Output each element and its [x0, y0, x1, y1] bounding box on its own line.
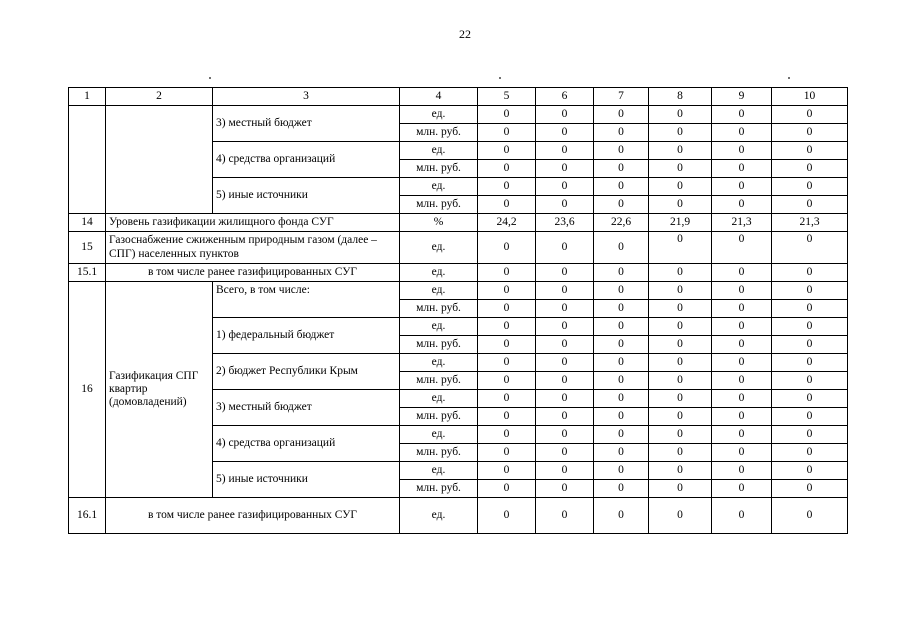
- unit-cell: млн. руб.: [400, 124, 478, 142]
- indicator-table: [68, 87, 848, 534]
- value-cell: 0: [536, 178, 594, 196]
- value-cell: 0: [594, 196, 649, 214]
- value-cell: 0: [594, 178, 649, 196]
- value-cell: 0: [536, 106, 594, 124]
- row-label: в том числе ранее газифицированных СУГ: [106, 498, 400, 534]
- value-cell: 0: [772, 232, 848, 264]
- unit-cell: ед.: [400, 232, 478, 264]
- value-cell: 0: [594, 232, 649, 264]
- value-cell: 0: [772, 354, 848, 372]
- value-cell: 0: [712, 498, 772, 534]
- source-label: 1) федеральный бюджет: [213, 318, 400, 354]
- unit-cell: млн. руб.: [400, 160, 478, 178]
- value-cell: 0: [649, 426, 712, 444]
- value-cell: 0: [649, 282, 712, 300]
- row-label: Газификация СПГ квартир (домовладений): [106, 282, 213, 498]
- value-cell: 0: [536, 444, 594, 462]
- value-cell: 0: [478, 408, 536, 426]
- table-row-15: [69, 232, 848, 264]
- header-cell: 8: [649, 88, 712, 106]
- value-cell: 0: [712, 336, 772, 354]
- unit-cell: %: [400, 214, 478, 232]
- page-number: 22: [459, 27, 471, 41]
- value-cell: 0: [594, 354, 649, 372]
- value-cell: 0: [712, 196, 772, 214]
- value-cell: 0: [594, 142, 649, 160]
- value-cell: 0: [594, 282, 649, 300]
- value-cell: 0: [478, 300, 536, 318]
- value-cell: 0: [478, 426, 536, 444]
- value-cell: 0: [536, 318, 594, 336]
- value-cell: 0: [594, 264, 649, 282]
- header-cell: 4: [400, 88, 478, 106]
- value-cell: 0: [712, 426, 772, 444]
- table-row-16-1: [69, 498, 848, 534]
- value-cell: 0: [536, 354, 594, 372]
- value-cell: 0: [649, 480, 712, 498]
- value-cell: 0: [772, 300, 848, 318]
- scan-speck: [788, 77, 790, 79]
- value-cell: 0: [536, 264, 594, 282]
- value-cell: 23,6: [536, 214, 594, 232]
- value-cell: 0: [772, 336, 848, 354]
- value-cell: 0: [478, 390, 536, 408]
- value-cell: 0: [649, 232, 712, 264]
- value-cell: 0: [478, 372, 536, 390]
- value-cell: 0: [712, 444, 772, 462]
- source-label: Всего, в том числе:: [213, 282, 400, 318]
- row-number: 16.1: [69, 498, 106, 534]
- value-cell: 0: [478, 142, 536, 160]
- value-cell: 0: [649, 444, 712, 462]
- value-cell: 0: [536, 336, 594, 354]
- value-cell: 21,3: [772, 214, 848, 232]
- value-cell: 0: [772, 106, 848, 124]
- value-cell: 0: [649, 264, 712, 282]
- source-label: 4) средства организаций: [213, 142, 400, 178]
- value-cell: 0: [772, 498, 848, 534]
- unit-cell: ед.: [400, 462, 478, 480]
- value-cell: 0: [772, 390, 848, 408]
- table-row: [69, 106, 848, 124]
- source-label: 5) иные источники: [213, 462, 400, 498]
- header-cell: 2: [106, 88, 213, 106]
- value-cell: 0: [478, 232, 536, 264]
- unit-cell: ед.: [400, 264, 478, 282]
- value-cell: 0: [649, 372, 712, 390]
- value-cell: 22,6: [594, 214, 649, 232]
- row-number: 15: [69, 232, 106, 264]
- value-cell: 0: [478, 480, 536, 498]
- value-cell: 0: [536, 498, 594, 534]
- value-cell: 0: [649, 498, 712, 534]
- value-cell: 0: [478, 178, 536, 196]
- value-cell: 0: [478, 160, 536, 178]
- value-cell: 0: [712, 160, 772, 178]
- value-cell: 0: [594, 124, 649, 142]
- value-cell: 0: [594, 498, 649, 534]
- value-cell: 0: [712, 264, 772, 282]
- value-cell: 0: [772, 196, 848, 214]
- unit-cell: ед.: [400, 426, 478, 444]
- scan-speck: [209, 77, 211, 79]
- row-number: 15.1: [69, 264, 106, 282]
- value-cell: 0: [712, 282, 772, 300]
- value-cell: 0: [772, 408, 848, 426]
- unit-cell: ед.: [400, 178, 478, 196]
- value-cell: 0: [536, 160, 594, 178]
- value-cell: 0: [478, 336, 536, 354]
- value-cell: 0: [712, 480, 772, 498]
- value-cell: 0: [536, 142, 594, 160]
- value-cell: 0: [478, 264, 536, 282]
- value-cell: 0: [772, 372, 848, 390]
- value-cell: 0: [536, 300, 594, 318]
- value-cell: 0: [772, 318, 848, 336]
- table-header-row: [69, 88, 848, 106]
- header-cell: 9: [712, 88, 772, 106]
- value-cell: 0: [712, 318, 772, 336]
- value-cell: 0: [649, 390, 712, 408]
- header-cell: 10: [772, 88, 848, 106]
- value-cell: 0: [772, 282, 848, 300]
- unit-cell: млн. руб.: [400, 408, 478, 426]
- row-number: 14: [69, 214, 106, 232]
- value-cell: 0: [536, 480, 594, 498]
- value-cell: 0: [536, 196, 594, 214]
- header-cell: 1: [69, 88, 106, 106]
- value-cell: 0: [536, 426, 594, 444]
- value-cell: 0: [712, 106, 772, 124]
- table-row-16: [69, 282, 848, 300]
- value-cell: 0: [649, 462, 712, 480]
- value-cell: 0: [594, 390, 649, 408]
- value-cell: 0: [536, 372, 594, 390]
- value-cell: 0: [649, 336, 712, 354]
- value-cell: 0: [649, 408, 712, 426]
- value-cell: 0: [478, 196, 536, 214]
- unit-cell: млн. руб.: [400, 372, 478, 390]
- value-cell: 0: [712, 354, 772, 372]
- value-cell: 0: [712, 408, 772, 426]
- value-cell: 0: [649, 106, 712, 124]
- value-cell: 0: [649, 196, 712, 214]
- source-label: 4) средства организаций: [213, 426, 400, 462]
- source-label: 3) местный бюджет: [213, 390, 400, 426]
- value-cell: 0: [478, 106, 536, 124]
- value-cell: 0: [536, 390, 594, 408]
- value-cell: 0: [772, 462, 848, 480]
- value-cell: 0: [649, 178, 712, 196]
- value-cell: 0: [712, 124, 772, 142]
- scan-speck: [499, 77, 501, 79]
- value-cell: 0: [536, 124, 594, 142]
- unit-cell: ед.: [400, 282, 478, 300]
- value-cell: 21,3: [712, 214, 772, 232]
- value-cell: 0: [772, 142, 848, 160]
- value-cell: 0: [712, 142, 772, 160]
- value-cell: 0: [594, 336, 649, 354]
- header-cell: 3: [213, 88, 400, 106]
- value-cell: 0: [712, 232, 772, 264]
- value-cell: 21,9: [649, 214, 712, 232]
- unit-cell: ед.: [400, 354, 478, 372]
- value-cell: 0: [772, 444, 848, 462]
- value-cell: 0: [594, 480, 649, 498]
- value-cell: 0: [712, 372, 772, 390]
- value-cell: 0: [649, 124, 712, 142]
- unit-cell: млн. руб.: [400, 336, 478, 354]
- continued-num-cell: [69, 106, 106, 214]
- value-cell: 0: [772, 160, 848, 178]
- row-label: Газоснабжение сжиженным природным газом (далее – СПГ) населенных пунктов: [106, 232, 400, 264]
- unit-cell: ед.: [400, 318, 478, 336]
- source-label: 5) иные источники: [213, 178, 400, 214]
- header-cell: 5: [478, 88, 536, 106]
- value-cell: 0: [649, 354, 712, 372]
- value-cell: 0: [478, 282, 536, 300]
- value-cell: 0: [594, 300, 649, 318]
- value-cell: 0: [478, 124, 536, 142]
- row-label: в том числе ранее газифицированных СУГ: [106, 264, 400, 282]
- value-cell: 0: [594, 318, 649, 336]
- value-cell: 0: [478, 318, 536, 336]
- row-label: Уровень газификации жилищного фонда СУГ: [106, 214, 400, 232]
- source-label: 3) местный бюджет: [213, 106, 400, 142]
- unit-cell: ед.: [400, 390, 478, 408]
- value-cell: 0: [712, 178, 772, 196]
- value-cell: 0: [649, 160, 712, 178]
- value-cell: 0: [594, 106, 649, 124]
- unit-cell: ед.: [400, 142, 478, 160]
- value-cell: 0: [649, 318, 712, 336]
- value-cell: 0: [478, 498, 536, 534]
- value-cell: 0: [594, 426, 649, 444]
- value-cell: 0: [536, 282, 594, 300]
- row-number: 16: [69, 282, 106, 498]
- unit-cell: млн. руб.: [400, 444, 478, 462]
- header-cell: 6: [536, 88, 594, 106]
- source-label: 2) бюджет Республики Крым: [213, 354, 400, 390]
- unit-cell: млн. руб.: [400, 196, 478, 214]
- value-cell: 0: [772, 124, 848, 142]
- value-cell: 0: [594, 160, 649, 178]
- value-cell: 0: [594, 462, 649, 480]
- value-cell: 0: [772, 480, 848, 498]
- continued-label-cell: [106, 106, 213, 214]
- table-row-14: [69, 214, 848, 232]
- value-cell: 0: [594, 408, 649, 426]
- value-cell: 0: [772, 264, 848, 282]
- value-cell: 0: [712, 300, 772, 318]
- unit-cell: ед.: [400, 106, 478, 124]
- value-cell: 0: [594, 444, 649, 462]
- header-cell: 7: [594, 88, 649, 106]
- value-cell: 0: [594, 372, 649, 390]
- value-cell: 0: [478, 462, 536, 480]
- value-cell: 0: [772, 178, 848, 196]
- table-row-15-1: [69, 264, 848, 282]
- unit-cell: млн. руб.: [400, 480, 478, 498]
- value-cell: 0: [772, 426, 848, 444]
- value-cell: 0: [478, 354, 536, 372]
- value-cell: 0: [712, 390, 772, 408]
- unit-cell: млн. руб.: [400, 300, 478, 318]
- unit-cell: ед.: [400, 498, 478, 534]
- value-cell: 0: [712, 462, 772, 480]
- value-cell: 0: [536, 462, 594, 480]
- value-cell: 0: [649, 300, 712, 318]
- value-cell: 0: [536, 232, 594, 264]
- value-cell: 0: [649, 142, 712, 160]
- value-cell: 24,2: [478, 214, 536, 232]
- value-cell: 0: [478, 444, 536, 462]
- value-cell: 0: [536, 408, 594, 426]
